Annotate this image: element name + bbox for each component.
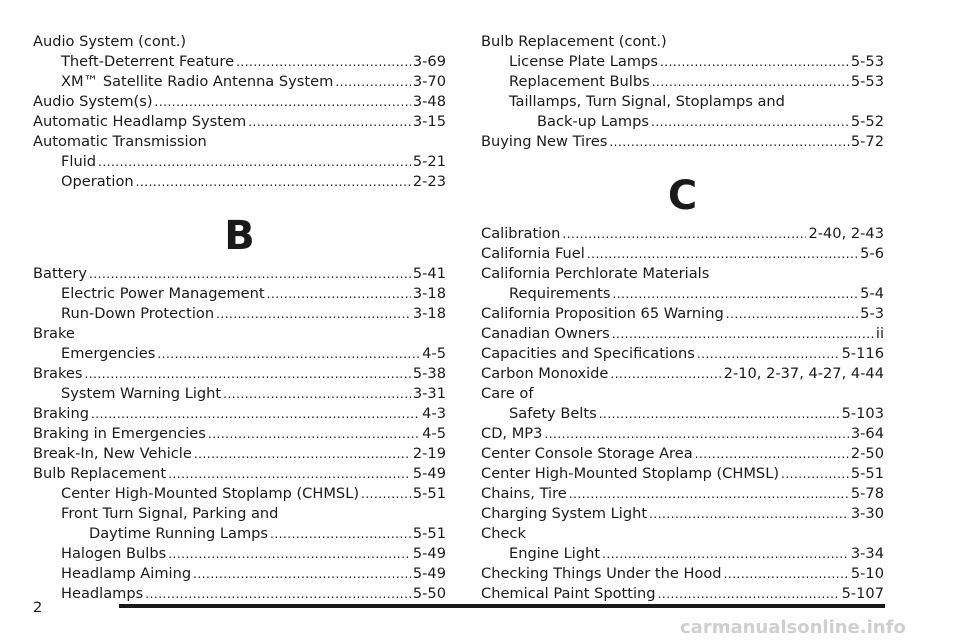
dot-leader [697,344,840,364]
entry-page: 5-49 [412,545,446,562]
index-entry [509,544,884,564]
entry-page: 5-51 [412,485,446,502]
index-entry [509,92,884,112]
index-entry [481,504,884,524]
entry-title: Emergencies [61,345,156,362]
entry-title: Center High-Mounted Stoplamp (CHMSL) [481,465,780,482]
dot-leader [781,464,849,484]
dot-leader [361,484,411,504]
index-entry [509,404,884,424]
index-entry [33,132,446,152]
entry-page: 4-5 [422,345,446,362]
entry-page: 5-78 [850,485,884,502]
dot-leader [562,224,806,244]
entry-page: 3-30 [850,505,884,522]
index-entry [61,484,446,504]
index-entry [509,52,884,72]
entry-page: 2-50 [850,445,884,462]
entry-page: 3-70 [412,73,446,90]
dot-leader [599,404,840,424]
index-entry [33,464,446,484]
entry-title: Checking Things Under the Hood [481,565,722,582]
index-entry [33,324,446,344]
entry-title: Theft-Deterrent Feature [61,53,235,70]
entry-page: 4-5 [422,425,446,442]
footer-rule [119,604,885,608]
entry-title: Center High-Mounted Stoplamp (CHMSL) [61,485,360,502]
entry-page: 5-49 [412,565,446,582]
index-entry [89,524,446,544]
index-entry [61,344,446,364]
dot-leader [610,364,721,384]
dot-leader [652,72,849,92]
entry-title: Back-up Lamps [537,113,650,130]
entry-page: 5-21 [412,153,446,170]
index-entry [61,504,446,524]
entry-title: Charging System Light [481,505,648,522]
entry-title: California Perchlorate Materials [481,265,710,282]
index-entry [481,344,884,364]
entry-title: Check [481,525,526,542]
dot-leader [193,564,411,584]
entry-title: Operation [61,173,134,190]
entry-page: 5-38 [412,365,446,382]
entry-title: Bulb Replacement [33,465,167,482]
entry-page: 2-23 [412,173,446,190]
dot-leader [248,112,411,132]
index-entry [61,72,446,92]
dot-leader [98,152,411,172]
index-entry [61,384,446,404]
entry-title: License Plate Lamps [509,53,658,70]
entry-title: Braking in Emergencies [33,425,206,442]
dot-leader [236,52,411,72]
entry-page: 2-10, 2-37, 4-27, 4-44 [723,365,884,382]
dot-leader [695,444,849,464]
index-entry [33,444,446,464]
entry-page: 3-34 [850,545,884,562]
entry-page: 3-18 [412,285,446,302]
index-entry [481,264,884,284]
entry-title: Audio System(s) [33,93,153,110]
entry-title: Capacities and Specifications [481,345,695,362]
index-entry [481,364,884,384]
entry-page: 5-52 [850,113,884,130]
dot-leader [91,404,420,424]
dot-leader [168,544,411,564]
dot-leader [609,132,849,152]
dot-leader [602,544,849,564]
entry-title: Daytime Running Lamps [89,525,269,542]
entry-page: 5-107 [841,585,884,602]
dot-leader [612,284,858,304]
entry-page: 5-10 [850,565,884,582]
entry-page: 2-19 [412,445,446,462]
index-entry [61,564,446,584]
index-entry [481,132,884,152]
entry-title: Electric Power Management [61,285,265,302]
index-entry [61,584,446,604]
dot-leader [335,72,411,92]
entry-page: 3-48 [412,93,446,110]
entry-title: Braking [33,405,89,422]
entry-title: Engine Light [509,545,601,562]
dot-leader [84,364,410,384]
index-entry [33,92,446,112]
entry-title: Run-Down Protection [61,305,215,322]
index-entry [481,32,884,52]
index-entry [481,324,884,344]
index-entry [481,424,884,444]
entry-page: 5-51 [412,525,446,542]
entry-page: 5-4 [860,285,884,302]
index-entry [481,584,884,604]
entry-page: 5-72 [850,133,884,150]
index-entry [537,112,884,132]
dot-leader [267,284,411,304]
entry-title: Calibration [481,225,561,242]
page-number: 2 [33,599,43,616]
index-entry [61,52,446,72]
index-entry [509,284,884,304]
index-entry [61,304,446,324]
section-letter: C [667,173,698,219]
entry-title: Safety Belts [509,405,597,422]
entry-page: 3-15 [412,113,446,130]
dot-leader [89,264,411,284]
index-entry [61,152,446,172]
dot-leader [612,324,874,344]
entry-title: Replacement Bulbs [509,73,650,90]
index-entry [481,484,884,504]
entry-page: 3-18 [412,305,446,322]
entry-title: Headlamps [61,585,144,602]
entry-page: 5-49 [412,465,446,482]
entry-title: Fluid [61,153,97,170]
entry-page: 3-64 [850,425,884,442]
dot-leader [569,484,849,504]
entry-page: 5-51 [850,465,884,482]
entry-page: 4-3 [422,405,446,422]
dot-leader [726,304,858,324]
dot-leader [216,304,411,324]
entry-title: XM™ Satellite Radio Antenna System [61,73,334,90]
entry-page: 5-103 [841,405,884,422]
entry-title: Brake [33,325,75,342]
entry-title: Requirements [509,285,611,302]
index-entry [33,364,446,384]
entry-title: Battery [33,265,88,282]
index-entry [481,564,884,584]
entry-title: Buying New Tires [481,133,608,150]
index-entry [481,304,884,324]
index-entry [61,284,446,304]
entry-page: 5-6 [860,245,884,262]
entry-title: Front Turn Signal, Parking and [61,505,279,522]
watermark: carmanualsonline.info [680,617,906,638]
entry-title: Halogen Bulbs [61,545,167,562]
index-entry [481,224,884,244]
entry-title: CD, MP3 [481,425,543,442]
dot-leader [136,172,411,192]
dot-leader [194,444,411,464]
entry-page: ii [875,325,884,342]
index-entry [481,444,884,464]
entry-title: Taillamps, Turn Signal, Stoplamps and [509,93,785,110]
entry-title: Automatic Headlamp System [33,113,247,130]
dot-leader [587,244,858,264]
entry-page: 5-41 [412,265,446,282]
entry-title: Audio System (cont.) [33,33,187,50]
dot-leader [145,584,411,604]
entry-title: Automatic Transmission [33,133,207,150]
dot-leader [649,504,849,524]
section-letter: B [224,213,255,259]
dot-leader [168,464,411,484]
dot-leader [155,92,411,112]
entry-page: 5-50 [412,585,446,602]
index-entry [33,404,446,424]
index-entry [61,544,446,564]
entry-page: 5-53 [850,53,884,70]
entry-title: California Fuel [481,245,585,262]
entry-page: 5-3 [860,305,884,322]
entry-page: 3-31 [412,385,446,402]
entry-title: Carbon Monoxide [481,365,609,382]
index-entry [33,32,446,52]
dot-leader [724,564,849,584]
entry-title: Chains, Tire [481,485,567,502]
index-entry [61,172,446,192]
entry-page: 5-53 [850,73,884,90]
index-entry [33,264,446,284]
index-entry [33,112,446,132]
entry-title: System Warning Light [61,385,222,402]
entry-title: Break-In, New Vehicle [33,445,192,462]
dot-leader [208,424,420,444]
entry-page: 2-40, 2-43 [808,225,884,242]
dot-leader [651,112,849,132]
entry-page: 3-69 [412,53,446,70]
dot-leader [157,344,420,364]
entry-title: Brakes [33,365,83,382]
index-entry [481,244,884,264]
dot-leader [544,424,848,444]
index-entry [481,384,884,404]
index-entry [509,72,884,92]
entry-page: 5-116 [841,345,884,362]
dot-leader [660,52,849,72]
dot-leader [223,384,411,404]
entry-title: Headlamp Aiming [61,565,192,582]
entry-title: Care of [481,385,534,402]
entry-title: Canadian Owners [481,325,610,342]
dot-leader [270,524,411,544]
index-entry [33,424,446,444]
dot-leader [658,584,840,604]
entry-title: Center Console Storage Area [481,445,693,462]
entry-title: Chemical Paint Spotting [481,585,656,602]
entry-title: California Proposition 65 Warning [481,305,724,322]
index-entry [481,524,884,544]
index-entry [481,464,884,484]
entry-title: Bulb Replacement (cont.) [481,33,667,50]
